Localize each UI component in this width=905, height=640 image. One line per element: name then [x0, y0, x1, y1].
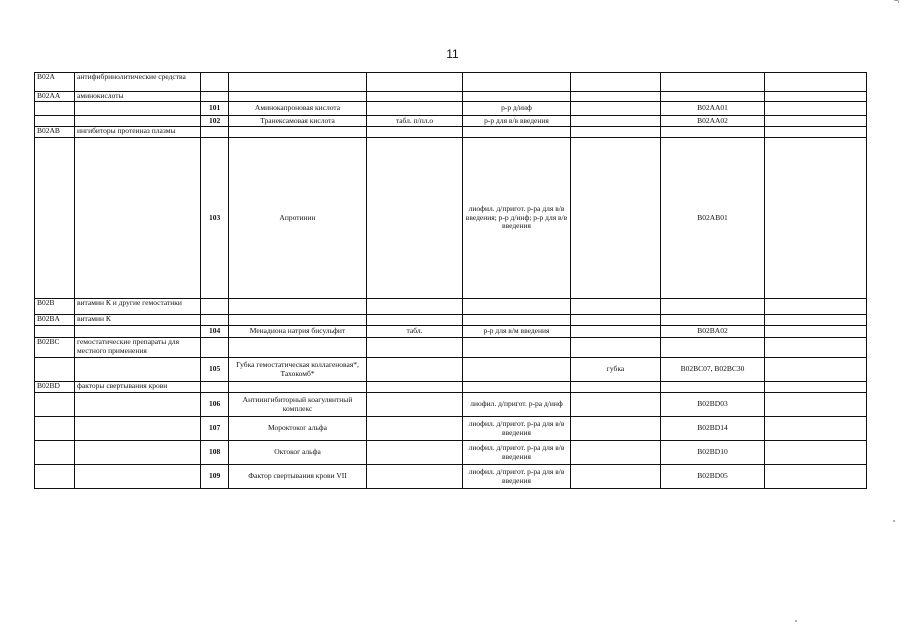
- cell-form3: [571, 315, 661, 326]
- cell-name: Губка гемостатическая коллагеновая*, Тахокомб*: [229, 358, 367, 382]
- cell-group: витамин К: [75, 315, 201, 326]
- page-number: 11: [446, 47, 459, 61]
- table-row: [35, 299, 867, 315]
- cell-atc: [661, 127, 765, 138]
- cell-extra: [765, 299, 867, 315]
- cell-code: B02BA: [35, 315, 75, 326]
- cell-form3: [571, 417, 661, 441]
- cell-num: 106: [201, 393, 229, 417]
- cell-group: [75, 116, 201, 127]
- cell-form1: [367, 393, 463, 417]
- cell-group: [75, 465, 201, 489]
- cell-form3: [571, 102, 661, 116]
- cell-form1: [367, 92, 463, 102]
- table-row: [35, 441, 867, 465]
- cell-form3: [571, 299, 661, 315]
- cell-form2: [463, 315, 571, 326]
- cell-group: ингибиторы протеиназ плазмы: [75, 127, 201, 138]
- cell-group: [75, 417, 201, 441]
- cell-name: Менадиона натрия бисульфит: [229, 326, 367, 338]
- cell-form3: [571, 393, 661, 417]
- cell-form3: [571, 116, 661, 127]
- cell-atc: B02AA01: [661, 102, 765, 116]
- cell-group: [75, 138, 201, 299]
- table-row: [35, 465, 867, 489]
- cell-num: 107: [201, 417, 229, 441]
- cell-atc: [661, 299, 765, 315]
- table-row: [35, 393, 867, 417]
- cell-atc: [661, 315, 765, 326]
- cell-code: B02BD: [35, 382, 75, 393]
- cell-name: [229, 338, 367, 358]
- cell-num: 108: [201, 441, 229, 465]
- cell-num: [201, 382, 229, 393]
- cell-form2: [463, 338, 571, 358]
- cell-atc: [661, 382, 765, 393]
- cell-form1: [367, 417, 463, 441]
- table-row: [35, 138, 867, 299]
- cell-code: [35, 138, 75, 299]
- cell-atc: [661, 92, 765, 102]
- cell-form1: [367, 465, 463, 489]
- cell-form1: [367, 299, 463, 315]
- cell-form1: [367, 102, 463, 116]
- cell-group: факторы свертывания крови: [75, 382, 201, 393]
- cell-extra: [765, 315, 867, 326]
- cell-extra: [765, 73, 867, 92]
- cell-atc: [661, 73, 765, 92]
- cell-code: [35, 102, 75, 116]
- cell-group: [75, 358, 201, 382]
- cell-code: [35, 393, 75, 417]
- cell-form2: [463, 382, 571, 393]
- drug-table: [34, 72, 867, 489]
- cell-form2: р-р д/инф: [463, 102, 571, 116]
- cell-group: [75, 393, 201, 417]
- cell-extra: [765, 465, 867, 489]
- table-row: [35, 92, 867, 102]
- cell-form1: [367, 338, 463, 358]
- table-row: [35, 127, 867, 138]
- cell-extra: [765, 127, 867, 138]
- scan-dot: [795, 620, 797, 622]
- cell-form1: [367, 138, 463, 299]
- cell-form2: [463, 73, 571, 92]
- cell-name: Октоког альфа: [229, 441, 367, 465]
- cell-name: Фактор свертывания крови VII: [229, 465, 367, 489]
- cell-code: [35, 441, 75, 465]
- cell-code: B02AB: [35, 127, 75, 138]
- cell-atc: B02BC07, B02BC30: [661, 358, 765, 382]
- cell-name: Мороктоког альфа: [229, 417, 367, 441]
- cell-extra: [765, 382, 867, 393]
- cell-form3: губка: [571, 358, 661, 382]
- cell-group: [75, 441, 201, 465]
- cell-extra: [765, 92, 867, 102]
- cell-extra: [765, 417, 867, 441]
- table-row: [35, 315, 867, 326]
- cell-form2: [463, 358, 571, 382]
- table-row: [35, 326, 867, 338]
- cell-extra: [765, 441, 867, 465]
- cell-num: 109: [201, 465, 229, 489]
- cell-name: [229, 299, 367, 315]
- cell-form3: [571, 92, 661, 102]
- cell-name: [229, 127, 367, 138]
- cell-form2: лиофил. д/пригот. р-ра для в/в введения; р-р д/инф; р-р для в/в введения: [463, 138, 571, 299]
- cell-atc: [661, 338, 765, 358]
- cell-form2: [463, 127, 571, 138]
- cell-num: [201, 73, 229, 92]
- cell-atc: B02BA02: [661, 326, 765, 338]
- cell-num: 105: [201, 358, 229, 382]
- cell-num: [201, 92, 229, 102]
- cell-num: [201, 338, 229, 358]
- cell-form1: [367, 315, 463, 326]
- table-row: [35, 116, 867, 127]
- cell-num: [201, 299, 229, 315]
- cell-code: B02BC: [35, 338, 75, 358]
- cell-extra: [765, 326, 867, 338]
- cell-name: [229, 382, 367, 393]
- cell-code: [35, 358, 75, 382]
- cell-extra: [765, 102, 867, 116]
- cell-code: [35, 326, 75, 338]
- cell-num: 103: [201, 138, 229, 299]
- cell-form2: лиофил. д/пригот. р-ра для в/в введения: [463, 417, 571, 441]
- cell-name: [229, 92, 367, 102]
- cell-code: [35, 417, 75, 441]
- cell-extra: [765, 358, 867, 382]
- cell-name: Транексамовая кислота: [229, 116, 367, 127]
- cell-code: B02A: [35, 73, 75, 92]
- cell-code: B02B: [35, 299, 75, 315]
- cell-group: антифибринолитические средства: [75, 73, 201, 92]
- cell-group: витамин К и другие гемостатики: [75, 299, 201, 315]
- cell-form3: [571, 127, 661, 138]
- cell-num: 104: [201, 326, 229, 338]
- cell-form2: лиофил. д/пригот. р-ра для в/в введения: [463, 465, 571, 489]
- cell-form2: р-р для в/м введения: [463, 326, 571, 338]
- cell-form1: [367, 441, 463, 465]
- cell-name: [229, 73, 367, 92]
- cell-form1: табл. п/пл.о: [367, 116, 463, 127]
- cell-form2: лиофил. д/пригот. р-ра д/инф: [463, 393, 571, 417]
- cell-form1: табл.: [367, 326, 463, 338]
- cell-form3: [571, 326, 661, 338]
- table-row: [35, 338, 867, 358]
- cell-code: [35, 465, 75, 489]
- cell-atc: B02BD14: [661, 417, 765, 441]
- cell-name: Аминокапроновая кислота: [229, 102, 367, 116]
- cell-group: аминокислоты: [75, 92, 201, 102]
- table-body: [35, 73, 867, 489]
- table-row: [35, 417, 867, 441]
- table-row: [35, 382, 867, 393]
- cell-form2: лиофил. д/пригот. р-ра для в/в введения: [463, 441, 571, 465]
- cell-num: 102: [201, 116, 229, 127]
- cell-num: [201, 315, 229, 326]
- cell-atc: B02AA02: [661, 116, 765, 127]
- cell-form3: [571, 73, 661, 92]
- cell-form3: [571, 382, 661, 393]
- cell-name: [229, 315, 367, 326]
- cell-atc: B02BD05: [661, 465, 765, 489]
- table-row: [35, 73, 867, 92]
- cell-form2: [463, 299, 571, 315]
- cell-form1: [367, 382, 463, 393]
- cell-group: гемостатические препараты для местного применения: [75, 338, 201, 358]
- table-row: [35, 102, 867, 116]
- cell-atc: B02BD10: [661, 441, 765, 465]
- cell-extra: [765, 138, 867, 299]
- cell-group: [75, 326, 201, 338]
- cell-form3: [571, 441, 661, 465]
- cell-form1: [367, 127, 463, 138]
- scan-dot: [893, 520, 895, 522]
- cell-name: Апротинин: [229, 138, 367, 299]
- cell-form2: [463, 92, 571, 102]
- cell-form3: [571, 138, 661, 299]
- cell-extra: [765, 116, 867, 127]
- cell-form3: [571, 338, 661, 358]
- cell-atc: B02AB01: [661, 138, 765, 299]
- cell-name: Антиингибиторный коагулянтный комплекс: [229, 393, 367, 417]
- cell-num: 101: [201, 102, 229, 116]
- cell-code: [35, 116, 75, 127]
- corner-mark: ¬: [893, 0, 899, 6]
- cell-form3: [571, 465, 661, 489]
- cell-group: [75, 102, 201, 116]
- cell-extra: [765, 393, 867, 417]
- cell-code: B02AA: [35, 92, 75, 102]
- cell-num: [201, 127, 229, 138]
- table-row: [35, 358, 867, 382]
- cell-extra: [765, 338, 867, 358]
- cell-atc: B02BD03: [661, 393, 765, 417]
- cell-form1: [367, 358, 463, 382]
- cell-form1: [367, 73, 463, 92]
- cell-form2: р-р для в/в введения: [463, 116, 571, 127]
